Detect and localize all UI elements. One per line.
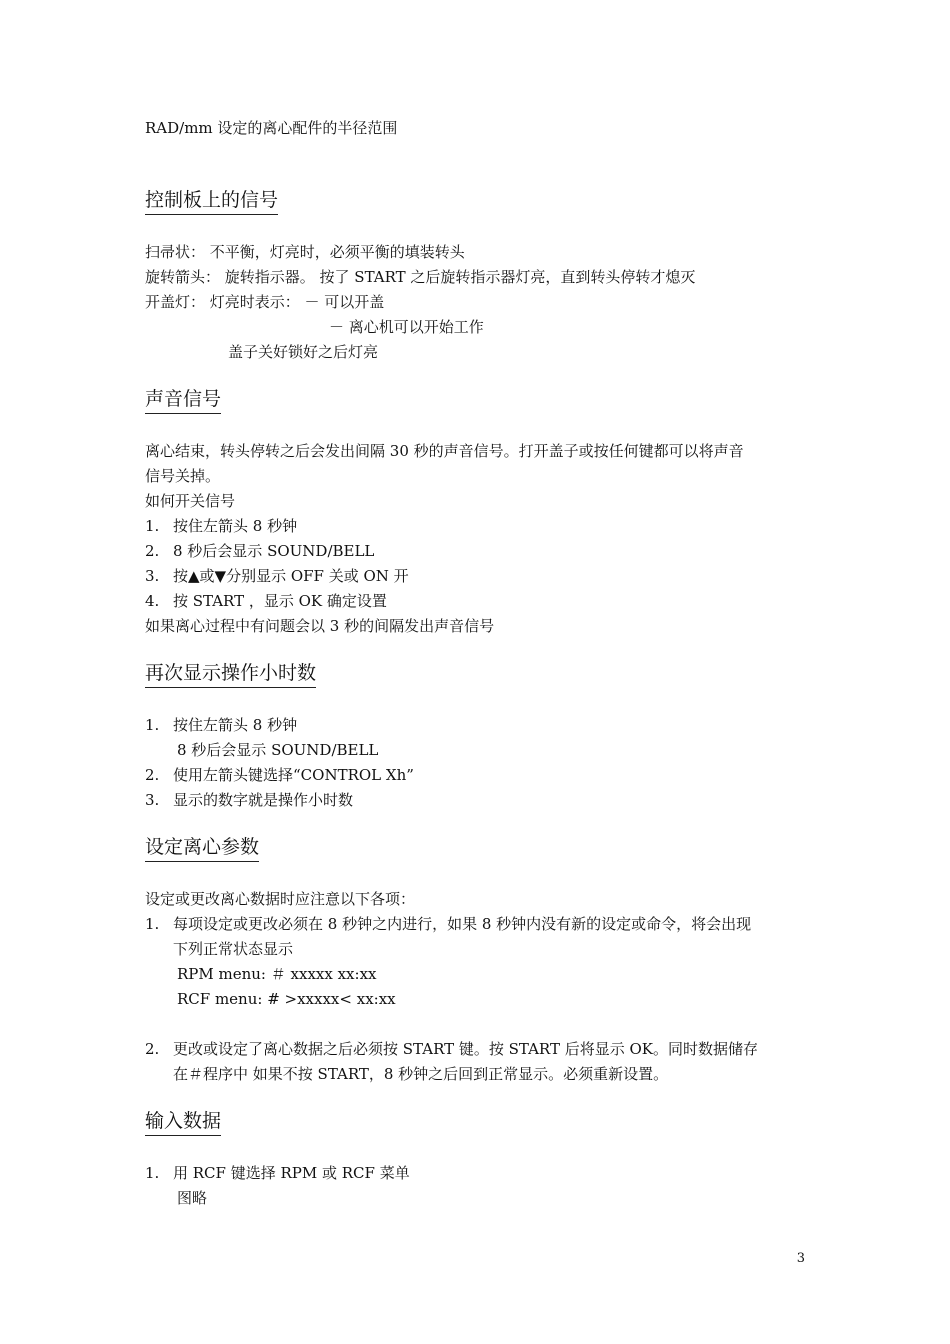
heading-input-data: [145, 1108, 221, 1136]
heading-set-parameters: [145, 834, 259, 862]
signal-line-lid-light-3: 盖子关好锁好之后灯亮: [228, 343, 379, 361]
list-item: [145, 541, 374, 561]
list-number: 3.: [145, 567, 160, 585]
list-text: 按 START ，显示 OK 确定设置: [173, 592, 387, 610]
list-text: 更改或设定了离心数据之后必须按 START 键。按 START 后将显示 OK。同时数据储存: [173, 1040, 759, 1058]
signal-line-rotation-arrow: 旋转箭头： 旋转指示器。 按了 START 之后旋转指示器灯亮，直到转头停转才熄灭: [145, 268, 696, 286]
list-text: 8 秒后会显示 SOUND/BELL: [173, 542, 375, 560]
list-text: 每项设定或更改必须在 8 秒钟之内进行，如果 8 秒钟内没有新的设定或命令，将会出现: [173, 915, 752, 933]
list-number: 1.: [145, 1164, 160, 1182]
list-text: 按住左箭头 8 秒钟: [173, 517, 298, 535]
list-continuation: 在＃程序中 如果不按 START，8 秒钟之后回到正常显示。必须重新设置。: [173, 1065, 669, 1083]
list-item: [145, 566, 409, 586]
list-number: 1.: [145, 716, 160, 734]
heading-text: 设定离心参数: [145, 834, 259, 862]
heading-text: 控制板上的信号: [145, 187, 278, 215]
signal-line-lid-light: 开盖灯： 灯亮时表示： － 可以开盖: [145, 293, 385, 311]
list-number: 1.: [145, 517, 160, 535]
paragraph-line: 信号关掉。: [145, 467, 221, 485]
page-number: 3: [796, 1251, 805, 1266]
heading-sound-signal: [145, 386, 221, 414]
list-number: 2.: [145, 1040, 160, 1058]
list-text: 显示的数字就是操作小时数: [173, 791, 354, 809]
list-number: 3.: [145, 791, 160, 809]
list-text: 用 RCF 键选择 RPM 或 RCF 菜单: [173, 1164, 410, 1182]
list-number: 4.: [145, 592, 160, 610]
list-continuation: 下列正常状态显示: [173, 940, 294, 958]
list-text: 按住左箭头 8 秒钟: [173, 716, 298, 734]
list-item: [145, 591, 387, 611]
heading-text: 输入数据: [145, 1108, 221, 1136]
list-number: 2.: [145, 542, 160, 560]
figure-omitted-note: 图略: [177, 1189, 208, 1207]
list-item: [145, 516, 297, 536]
list-continuation: 8 秒后会显示 SOUND/BELL: [177, 741, 379, 759]
heading-operating-hours: [145, 660, 316, 688]
list-item: [145, 790, 353, 810]
list-item: [145, 914, 751, 934]
paragraph-line: 如何开关信号: [145, 492, 236, 510]
signal-line-broom: 扫帚状： 不平衡，灯亮时，必须平衡的填装转头: [145, 243, 465, 261]
list-number: 2.: [145, 766, 160, 784]
heading-text: 声音信号: [145, 386, 221, 414]
radius-range-line: RAD/mm 设定的离心配件的半径范围: [145, 119, 398, 137]
list-item: [145, 1163, 410, 1183]
heading-text: 再次显示操作小时数: [145, 660, 316, 688]
paragraph-line: 离心结束，转头停转之后会发出间隔 30 秒的声音信号。打开盖子或按任何键都可以将声音: [145, 442, 744, 460]
signal-line-lid-light-2: － 离心机可以开始工作: [329, 318, 484, 336]
heading-control-panel-signals: [145, 187, 278, 215]
list-text: 使用左箭头键选择“CONTROL Xh”: [173, 766, 414, 784]
list-text: 按▲或▼分别显示 OFF 关或 ON 开: [173, 567, 409, 585]
paragraph-line: 设定或更改离心数据时应注意以下各项：: [145, 890, 416, 908]
list-item: [145, 765, 414, 785]
rcf-menu-line: RCF menu: # >xxxxx< xx:xx: [177, 990, 396, 1008]
rpm-menu-line: RPM menu: ＃ xxxxx xx:xx: [177, 965, 377, 983]
list-number: 1.: [145, 915, 160, 933]
paragraph-line: 如果离心过程中有问题会以 3 秒的间隔发出声音信号: [145, 617, 495, 635]
list-item: [145, 1039, 758, 1059]
list-item: [145, 715, 297, 735]
